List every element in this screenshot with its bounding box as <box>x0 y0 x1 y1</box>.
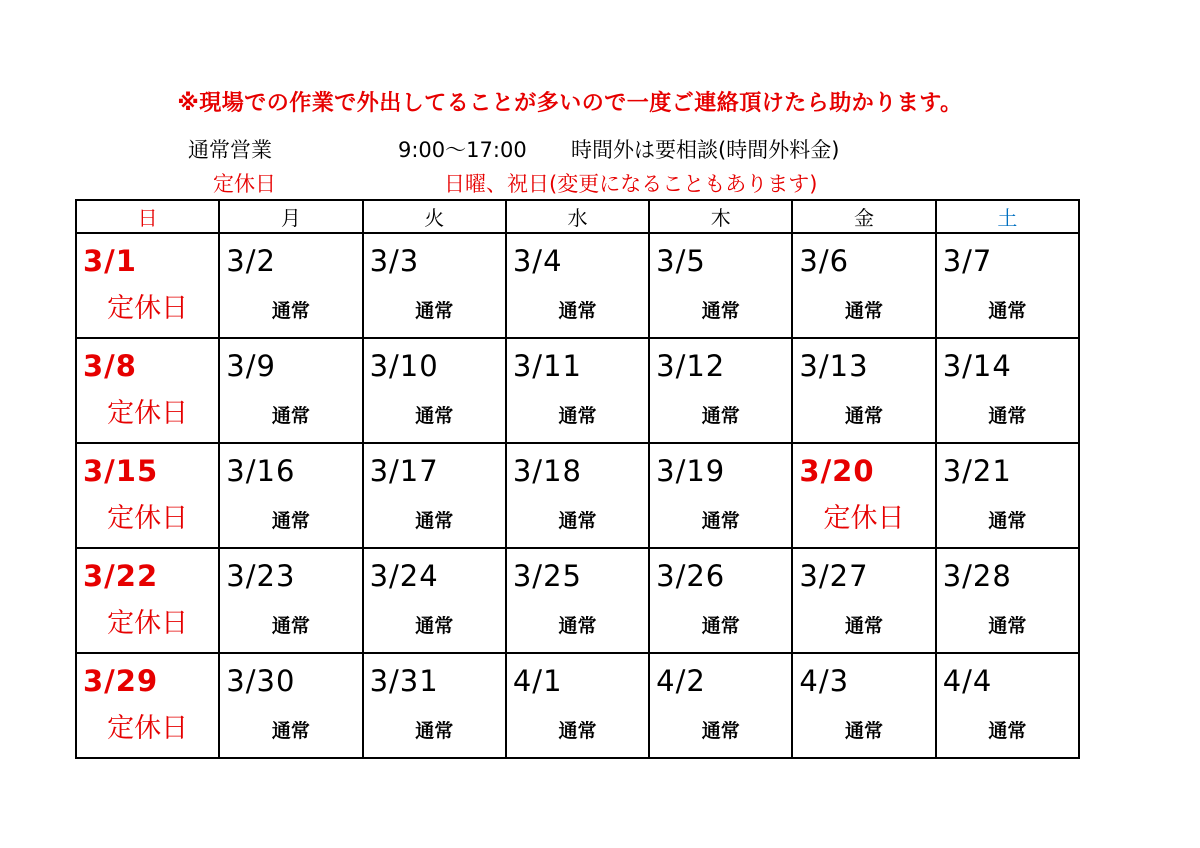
day-status-closed: 定休日 <box>107 713 189 744</box>
day-date: 3/12 <box>656 349 726 383</box>
day-status-normal: 通常 <box>845 720 884 742</box>
day-date: 3/18 <box>512 454 582 488</box>
day-status-normal: 通常 <box>701 405 740 427</box>
day-status-normal: 通常 <box>415 300 454 322</box>
business-hours-time: 9:00～17:00 <box>398 138 527 162</box>
day-status-normal: 通常 <box>988 405 1027 427</box>
day-date: 3/2 <box>226 244 276 278</box>
weekday-header-sun: 日 <box>76 200 219 233</box>
day-status-normal: 通常 <box>271 615 310 637</box>
day-date: 3/26 <box>656 559 726 593</box>
day-date: 3/23 <box>226 559 296 593</box>
calendar-day-cell <box>792 338 935 443</box>
business-hours-label: 通常営業 <box>188 138 272 162</box>
calendar-day-cell <box>649 548 792 653</box>
day-status-normal: 通常 <box>988 300 1027 322</box>
calendar-day-cell <box>792 443 935 548</box>
calendar-day-cell <box>506 653 649 758</box>
day-status-normal: 通常 <box>271 510 310 532</box>
calendar-day-cell <box>219 233 362 338</box>
day-status-normal: 通常 <box>415 405 454 427</box>
calendar-day-cell <box>506 338 649 443</box>
calendar-week-row <box>76 653 1079 758</box>
day-status-normal: 通常 <box>558 615 597 637</box>
day-date: 3/17 <box>369 454 439 488</box>
weekday-header-sat: 土 <box>936 200 1079 233</box>
calendar-week-row <box>76 548 1079 653</box>
calendar-day-cell <box>792 548 935 653</box>
day-status-normal: 通常 <box>558 720 597 742</box>
day-date: 3/5 <box>656 244 706 278</box>
day-status-normal: 通常 <box>988 510 1027 532</box>
day-status-normal: 通常 <box>271 405 310 427</box>
day-date: 3/4 <box>512 244 563 278</box>
calendar-day-cell <box>649 653 792 758</box>
closed-day-label: 定休日 <box>213 172 276 196</box>
calendar-day-cell <box>649 233 792 338</box>
day-date: 3/21 <box>942 454 1012 488</box>
day-status-normal: 通常 <box>558 510 597 532</box>
day-date: 3/1 <box>83 244 137 278</box>
calendar-day-cell <box>936 338 1079 443</box>
calendar-day-cell <box>363 233 506 338</box>
calendar-day-cell <box>936 233 1079 338</box>
closed-day-description: 日曜、祝日(変更になることもあります) <box>444 172 818 196</box>
calendar-day-cell <box>936 443 1079 548</box>
calendar-body <box>76 233 1079 758</box>
day-date: 3/27 <box>799 559 869 593</box>
calendar-day-cell <box>506 443 649 548</box>
day-date: 3/8 <box>83 349 137 383</box>
calendar-week-row <box>76 233 1079 338</box>
calendar-day-cell <box>219 653 362 758</box>
day-status-normal: 通常 <box>558 300 597 322</box>
calendar-day-cell <box>936 548 1079 653</box>
day-date: 3/25 <box>512 559 582 593</box>
calendar-day-cell <box>792 653 935 758</box>
calendar-day-cell <box>76 443 219 548</box>
calendar-week-row <box>76 338 1079 443</box>
day-date: 3/14 <box>942 349 1012 383</box>
day-status-normal: 通常 <box>701 615 740 637</box>
day-date: 3/15 <box>83 454 159 488</box>
day-status-closed: 定休日 <box>107 398 189 429</box>
day-date: 3/24 <box>369 559 439 593</box>
calendar-day-cell <box>363 338 506 443</box>
day-status-normal: 通常 <box>701 510 740 532</box>
day-date: 3/20 <box>799 454 875 488</box>
calendar-day-cell <box>76 338 219 443</box>
day-status-normal: 通常 <box>845 405 884 427</box>
calendar-day-cell <box>506 233 649 338</box>
day-status-normal: 通常 <box>558 405 597 427</box>
calendar-table <box>75 199 1080 759</box>
calendar-week-row <box>76 443 1079 548</box>
weekday-header-row <box>76 200 1079 233</box>
day-date: 3/3 <box>369 244 420 278</box>
weekday-header-tue: 火 <box>363 200 506 233</box>
day-date: 3/10 <box>369 349 439 383</box>
day-status-normal: 通常 <box>271 720 310 742</box>
calendar-day-cell <box>936 653 1079 758</box>
day-date: 3/16 <box>226 454 296 488</box>
calendar-day-cell <box>649 338 792 443</box>
calendar-day-cell <box>76 548 219 653</box>
day-date: 3/30 <box>226 664 296 698</box>
calendar-day-cell <box>792 233 935 338</box>
calendar-day-cell <box>363 443 506 548</box>
day-date: 3/6 <box>799 244 850 278</box>
calendar-day-cell <box>76 233 219 338</box>
business-hours-note: 時間外は要相談(時間外料金) <box>571 138 840 162</box>
weekday-header-fri: 金 <box>792 200 935 233</box>
day-date: 3/29 <box>83 664 159 698</box>
day-date: 3/19 <box>656 454 726 488</box>
calendar-day-cell <box>219 443 362 548</box>
day-date: 3/31 <box>369 664 439 698</box>
calendar-day-cell <box>219 548 362 653</box>
day-date: 3/13 <box>799 349 869 383</box>
weekday-header-wed: 水 <box>506 200 649 233</box>
day-date: 4/1 <box>512 664 563 698</box>
calendar-day-cell <box>219 338 362 443</box>
notice-text: ※現場での作業で外出してることが多いので一度ご連絡頂けたら助かります。 <box>177 91 963 116</box>
day-status-normal: 通常 <box>701 720 740 742</box>
day-status-closed: 定休日 <box>107 503 189 534</box>
calendar-day-cell <box>76 653 219 758</box>
day-status-closed: 定休日 <box>107 293 189 324</box>
day-status-normal: 通常 <box>845 300 884 322</box>
day-date: 4/2 <box>656 664 706 698</box>
day-status-normal: 通常 <box>415 510 454 532</box>
calendar-day-cell <box>506 548 649 653</box>
day-status-normal: 通常 <box>988 720 1027 742</box>
day-status-normal: 通常 <box>415 615 454 637</box>
day-status-normal: 通常 <box>701 300 740 322</box>
day-date: 3/7 <box>942 244 993 278</box>
day-status-normal: 通常 <box>271 300 310 322</box>
calendar-day-cell <box>363 548 506 653</box>
calendar-day-cell <box>649 443 792 548</box>
day-status-closed: 定休日 <box>107 608 189 639</box>
day-status-normal: 通常 <box>988 615 1027 637</box>
day-date: 4/3 <box>799 664 850 698</box>
day-status-normal: 通常 <box>415 720 454 742</box>
day-status-normal: 通常 <box>845 615 884 637</box>
day-date: 3/22 <box>83 559 159 593</box>
weekday-header-thu: 木 <box>649 200 792 233</box>
day-date: 3/28 <box>942 559 1012 593</box>
day-date: 3/11 <box>512 349 582 383</box>
day-date: 3/9 <box>226 349 276 383</box>
calendar-day-cell <box>363 653 506 758</box>
weekday-header-mon: 月 <box>219 200 362 233</box>
day-date: 4/4 <box>942 664 993 698</box>
day-status-closed: 定休日 <box>823 503 905 534</box>
